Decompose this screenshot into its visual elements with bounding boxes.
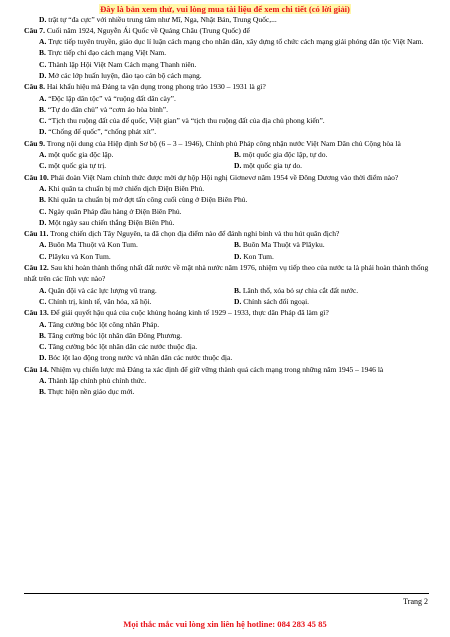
option-letter: B. (39, 330, 46, 340)
question-text: Phái đoàn Việt Nam chính thức được mời dự hộp Hội nghị Giơnevơ năm 1954 về Đông Dương vào thời điểm nào? (50, 172, 399, 182)
question-number: Câu 12. (24, 263, 49, 273)
option-text: một quốc gia tự do. (243, 161, 303, 171)
option-text: “Tịch thu ruộng đất của đế quốc, Việt gian” và “tịch thu ruộng đất của địa chủ phong kiến”. (48, 116, 325, 126)
question-text: Nhiệm vụ chiến lược mà Đảng ta xác định để giữ vững thành quả cách mạng trong những năm 1945 – 1946 là (50, 364, 384, 374)
option-text: một quốc gia tự trị. (48, 161, 107, 171)
question-number: Câu 8. (24, 82, 45, 92)
page-number: Trang 2 (403, 597, 428, 606)
question-text: Trong nội dung của Hiệp định Sơ bộ (6 – 3 – 1946), Chính phủ Pháp công nhận nước Việt Nam Dân chủ Cộng hòa là (46, 138, 401, 148)
option-letter: D. (39, 70, 47, 80)
option-text: Mở các lớp huấn luyện, đào tạo cán bộ cách mạng. (48, 70, 202, 80)
answer-option (24, 104, 434, 115)
question-number: Câu 11. (24, 229, 49, 239)
answer-row (24, 160, 434, 171)
answer-option (24, 352, 434, 363)
option-text: Trực tiếp chỉ đạo cách mạng Việt Nam. (47, 48, 167, 58)
option-letter: A. (39, 285, 47, 295)
answer-option (39, 285, 234, 296)
option-letter: B. (234, 285, 241, 295)
answer-option (234, 160, 429, 171)
option-letter: A. (39, 183, 47, 193)
option-text: Quân đội và các lực lượng vũ trang. (48, 285, 157, 295)
answer-option (234, 251, 429, 262)
question-text: Cuối năm 1924, Nguyễn Ái Quốc về Quảng Châu (Trung Quốc) để (46, 25, 250, 35)
option-letter: B. (39, 104, 46, 114)
answer-option (24, 194, 434, 205)
option-letter: B. (234, 240, 241, 250)
answer-row (24, 296, 434, 307)
question (24, 307, 434, 318)
answer-option (24, 183, 434, 194)
option-text: Buôn Ma Thuột và Kon Tum. (48, 240, 138, 250)
option-text: Thành lập Hội Việt Nam Cách mạng Thanh niên. (48, 59, 197, 69)
answer-option (234, 285, 429, 296)
option-letter: D. (234, 296, 242, 306)
document-body (24, 14, 434, 398)
answer-option (24, 59, 434, 70)
answer-option (234, 296, 429, 307)
option-text: Khi quân ta chuẩn bị mở đợt tấn công cuối cùng ở Điện Biên Phủ. (47, 195, 248, 205)
option-text: Chính trị, kinh tế, văn hóa, xã hội. (48, 296, 152, 306)
option-letter: C. (39, 251, 47, 261)
option-letter: A. (39, 319, 47, 329)
question (24, 364, 434, 375)
option-letter: C. (39, 116, 47, 126)
option-letter: D. (234, 251, 242, 261)
question (24, 228, 434, 239)
question-number: Câu 14. (24, 364, 49, 374)
option-letter: A. (39, 93, 47, 103)
option-letter: B. (39, 195, 46, 205)
option-text: Thực hiện nền giáo dục mới. (47, 387, 135, 397)
question-number: Câu 10. (24, 172, 49, 182)
option-text: một quốc gia độc lập. (48, 150, 114, 160)
question (24, 25, 434, 36)
question (24, 262, 434, 285)
option-letter: C. (39, 206, 47, 216)
option-letter: C. (39, 59, 47, 69)
option-text: Chính sách đối ngoại. (243, 296, 310, 306)
answer-option (24, 386, 434, 397)
option-text: Lãnh thổ, xóa bỏ sự chia cắt đất nước. (242, 285, 359, 295)
answer-option (24, 206, 434, 217)
option-letter: D. (39, 217, 47, 227)
question (24, 138, 434, 149)
question-number: Câu 7. (24, 25, 45, 35)
option-text: Thành lập chính phủ chính thức. (48, 376, 147, 385)
question-text: Hai khẩu hiệu mà Đảng ta vận dụng trong phong trào 1930 – 1931 là gì? (46, 82, 266, 92)
option-letter: C. (39, 296, 47, 306)
option-letter: D. (234, 161, 242, 171)
option-text: Khi quân ta chuẩn bị mở chiến dịch Điện Biên Phủ. (48, 183, 205, 193)
answer-option (39, 149, 234, 160)
question (24, 81, 434, 92)
answer-option (24, 330, 434, 341)
answer-option (24, 70, 434, 81)
question-number: Câu 9. (24, 138, 45, 148)
option-letter: A. (39, 37, 47, 47)
answer-row (24, 239, 434, 250)
option-text: Tăng cường bóc lột công nhân Pháp. (48, 319, 160, 329)
option-text: Tăng cường bóc lột nhân dân các nước thuộc địa. (48, 342, 198, 352)
option-text: “Chống đế quốc”, “chống phát xít”. (48, 127, 157, 137)
question-number: Câu 13. (24, 308, 49, 318)
answer-option (234, 149, 429, 160)
answer-option (39, 239, 234, 250)
option-letter: A. (39, 376, 47, 385)
option-letter: D. (39, 14, 47, 24)
option-text: Ngày quân Pháp đầu hàng ở Điện Biên Phủ. (48, 206, 182, 216)
answer-option (24, 115, 434, 126)
preview-notice-banner (0, 4, 450, 14)
option-text: “Độc lập dân tộc” và “ruộng đất dân cày”. (48, 93, 176, 103)
option-text: Kon Tum. (243, 251, 274, 261)
option-letter: B. (234, 150, 241, 160)
question-text: Để giải quyết hậu quả của cuộc khủng hoảng kinh tế 1929 – 1933, thực dân Pháp đã làm gì? (50, 308, 329, 318)
option-letter: B. (39, 48, 46, 58)
option-text: Bóc lột lao động trong nước và nhân dân các nước thuộc địa. (48, 353, 233, 363)
option-letter: D. (39, 127, 47, 137)
answer-option (234, 239, 429, 250)
option-letter: A. (39, 150, 47, 160)
answer-option (24, 14, 434, 25)
option-text: một quốc gia độc lập, tự do. (242, 150, 328, 160)
preview-notice-text: Đây là bản xem thử, vui lòng mua tài liệu để xem chi tiết (có lời giải) (100, 4, 350, 14)
option-letter: B. (39, 387, 46, 397)
answer-option (24, 341, 434, 352)
answer-row (24, 285, 434, 296)
answer-option (24, 375, 434, 386)
answer-row (24, 149, 434, 160)
question-text: Sau khi hoàn thành thống nhất đất nước về mặt nhà nước năm 1976, nhiệm vụ tiếp theo của nước ta là phải hoàn thành thống nhất trên các lĩnh vực nào? (24, 263, 429, 284)
option-text: Một ngày sau chiến thắng Điện Biên Phủ. (48, 217, 175, 227)
answer-option (39, 296, 234, 307)
option-text: Tăng cường bóc lột nhân dân Đông Phương. (47, 330, 183, 340)
option-text: Trực tiếp tuyên truyền, giáo dục lí luận cách mạng cho nhân dân, xây dựng tổ chức cách mạng giải phóng dân tộc Việt Nam. (48, 37, 424, 47)
answer-option (39, 251, 234, 262)
option-letter: A. (39, 240, 47, 250)
option-text: Buôn Ma Thuột và Plâyku. (242, 240, 325, 250)
option-letter: C. (39, 161, 47, 171)
answer-row (24, 251, 434, 262)
answer-option (24, 217, 434, 228)
option-letter: C. (39, 342, 47, 352)
answer-option (24, 93, 434, 104)
option-text: “Tự do dân chủ” và “cơm áo hòa bình”. (47, 104, 169, 114)
question-text: Trong chiến dịch Tây Nguyên, ta đã chọn địa điểm nào để đánh nghi binh và thu hút quân địch? (50, 229, 340, 239)
answer-option (24, 126, 434, 137)
answer-option (24, 47, 434, 58)
question (24, 172, 434, 183)
answer-option (24, 319, 434, 330)
option-text: trật tự “đa cực” với nhiều trung tâm như Mĩ, Nga, Nhật Bản, Trung Quốc,... (48, 14, 277, 24)
footer-divider (24, 593, 429, 594)
option-text: Plâyku và Kon Tum. (48, 251, 111, 261)
option-letter: D. (39, 353, 47, 363)
hotline-notice: Mọi thắc mắc vui lòng xin liên hệ hotline: 084 283 45 85 (123, 619, 327, 629)
answer-option (24, 36, 434, 47)
answer-option (39, 160, 234, 171)
